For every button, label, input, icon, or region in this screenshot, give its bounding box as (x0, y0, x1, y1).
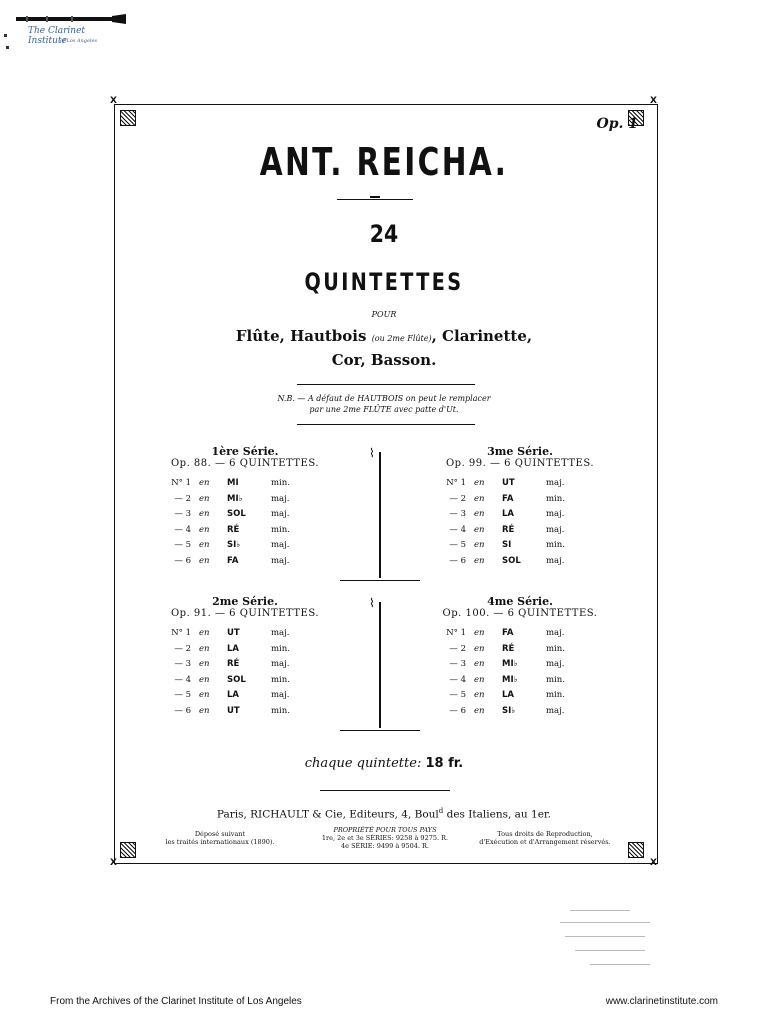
note-rule-bottom (297, 424, 475, 425)
quintet-row: — 2 en RÉ min. (449, 643, 565, 654)
quintet-row: — 2 en FA min. (449, 493, 565, 504)
quintet-row: — 3 en RÉ maj. (174, 659, 290, 669)
divider-base-bottom (340, 730, 420, 731)
footer-website[interactable]: www.clarinetinstitute.com (605, 996, 718, 1007)
quintet-row: N° 1 en UT maj. (446, 478, 565, 488)
quintet-row: — 3 en SOL maj. (174, 509, 290, 519)
quintet-row: — 5 en SI♭ maj. (174, 540, 290, 550)
corner-mark: X (110, 858, 117, 868)
series-block-3 (440, 445, 600, 571)
instrumentation-alternative: (ou 2me Flûte) (371, 334, 432, 343)
footer-archive-credit: From the Archives of the Clarinet Institute of Los Angeles (50, 996, 302, 1007)
series-opus: Op. 91. — 6 QUINTETTES. (170, 608, 320, 619)
faint-stamp-mark (540, 900, 680, 980)
series-divider-bottom (379, 602, 381, 728)
series-block-4 (440, 595, 600, 721)
clarinet-institute-logo (6, 8, 126, 58)
imprint-right: Tous droits de Reproduction, d'Exécution et d'Arrangement réservés. (479, 830, 611, 846)
quintet-row: — 5 en LA min. (449, 690, 565, 700)
quintet-row: — 2 en MI♭ maj. (174, 493, 290, 504)
price-label: chaque quintette: (304, 756, 422, 771)
corner-mark: X (110, 96, 117, 106)
instrumentation-part: Flûte, Hautbois (235, 327, 367, 345)
instrumentation-part: , Clarinette, (431, 327, 533, 345)
series-heading: 1ère Série. (211, 445, 279, 458)
series-opus: Op. 99. — 6 QUINTETTES. (445, 458, 595, 469)
imprint-center: PROPRIÉTÉ POUR TOUS PAYS 1re, 2e et 3e SÉRIES: 9258 à 9275. R. 4e SÉRIE: 9499 à 9504. R. (321, 826, 449, 850)
quintet-row: N° 1 en MI min. (171, 478, 290, 488)
work-title: QUINTETTES (304, 268, 464, 296)
quintet-row: N° 1 en UT maj. (171, 628, 290, 638)
clarinet-icon (16, 14, 126, 24)
note-line-2: par une 2me FLÛTE avec patte d'Ut. (309, 405, 459, 414)
quintet-row: — 5 en LA maj. (174, 690, 290, 700)
series-heading: 2me Série. (212, 595, 278, 608)
divider-ornament: ⌇ (369, 446, 375, 460)
quintet-row: — 6 en SI♭ maj. (449, 705, 565, 716)
series-opus: Op. 88. — 6 QUINTETTES. (170, 458, 320, 469)
quintet-row: — 6 en SOL maj. (449, 555, 565, 566)
quintet-row: — 6 en FA maj. (174, 555, 290, 566)
quintet-row: — 5 en SI min. (449, 540, 565, 550)
note-rule-top (297, 384, 475, 385)
corner-ornament (120, 842, 136, 858)
title-rule (337, 199, 413, 200)
quintet-row: — 4 en MI♭ min. (449, 674, 565, 685)
series-block-2 (165, 595, 325, 721)
series-block-1 (165, 445, 325, 571)
logo-name: The Clarinet Institute (28, 26, 86, 46)
corner-ornament (628, 842, 644, 858)
price-rule (320, 790, 450, 791)
price-line (0, 756, 768, 771)
composer-name: ANT. REICHA. (259, 140, 509, 184)
title-rule-ornament (370, 196, 380, 198)
divider-ornament: ⌇ (369, 596, 375, 610)
quintet-row: — 3 en MI♭ maj. (449, 659, 565, 669)
series-heading: 4me Série. (487, 595, 553, 608)
quintet-row: — 6 en UT min. (174, 705, 290, 716)
quintet-row: — 4 en RÉ min. (174, 524, 290, 535)
corner-ornament (120, 110, 136, 126)
series-divider-top (379, 452, 381, 578)
logo-subtitle: of Los Angeles (60, 38, 98, 44)
series-heading: 3me Série. (487, 445, 553, 458)
note-line-1: N.B. — A défaut de HAUTBOIS on peut le remplacer (277, 394, 491, 403)
imprint-left: Déposé suivant les traités internationaux (1890). (165, 830, 275, 846)
quintet-row: N° 1 en FA maj. (446, 628, 565, 638)
scan-speck (4, 34, 7, 37)
quintet-row: — 3 en LA maj. (449, 509, 565, 519)
series-opus: Op. 100. — 6 QUINTETTES. (442, 608, 598, 619)
divider-base-top (340, 580, 420, 581)
opus-number: Op. 1 (596, 116, 638, 132)
publisher-line: Paris, RICHAULT & Cie, Editeurs, 4, Boul$^d$ des Italiens, au 1er. (216, 807, 552, 821)
quintet-row: — 2 en LA min. (174, 643, 290, 654)
instrumentation-line-1 (0, 327, 768, 345)
pour-label: POUR (371, 310, 397, 319)
instrumentation-line-2: Cor, Basson. (331, 351, 437, 369)
price-value: 18 fr. (425, 756, 464, 771)
work-count: 24 (369, 220, 399, 248)
scan-speck (6, 46, 9, 49)
quintet-row: — 4 en SOL min. (174, 674, 290, 685)
corner-mark: X (650, 96, 657, 106)
corner-mark: X (650, 858, 657, 868)
quintet-row: — 4 en RÉ maj. (449, 524, 565, 535)
